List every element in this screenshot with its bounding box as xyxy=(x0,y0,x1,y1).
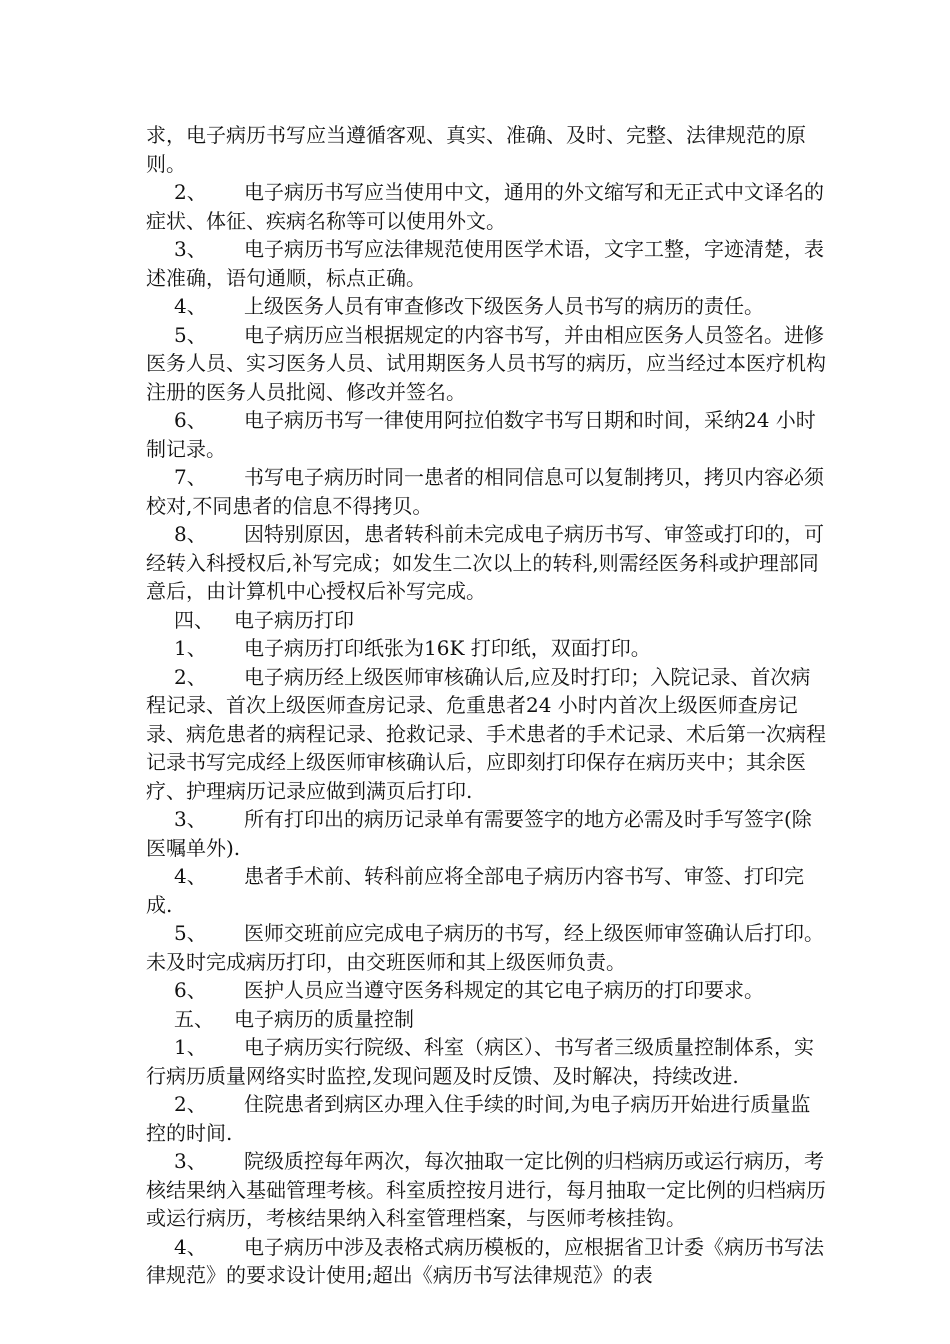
item-number: 4、 xyxy=(174,864,207,888)
section-number: 五、 xyxy=(174,1006,214,1031)
item-text: 因特别原因，患者转科前未完成电子病历书写、审签或打印的，可经转入科授权后,补写完成；如发生二次以上的转科,则需经医务科或护理部同意后，由计算机中心授权后补写完成。 xyxy=(146,522,824,603)
item-number: 2、 xyxy=(174,180,207,204)
item-text: 所有打印出的病历记录单有需要签字的地方必需及时手写签字(除医嘱单外). xyxy=(146,807,812,860)
list-item xyxy=(146,663,826,806)
list-item xyxy=(146,1147,826,1233)
item-text: 院级质控每年两次，每次抽取一定比例的归档病历或运行病历，考核结果纳入基础管理考核。科室质控按月进行，每月抽取一定比例的归档病历或运行病历，考核结果纳入科室管理档案，与医师考核挂钩。 xyxy=(146,1149,826,1230)
list-item xyxy=(146,321,826,407)
item-number: 7、 xyxy=(174,465,207,489)
item-text: 电子病历书写应法律规范使用医学术语，文字工整，字迹清楚，表述准确，语句通顺，标点正确。 xyxy=(146,237,824,290)
item-number: 5、 xyxy=(174,322,207,347)
item-number: 6、 xyxy=(174,978,207,1002)
item-number: 4、 xyxy=(174,294,207,318)
section-number: 四、 xyxy=(174,607,214,632)
item-number: 3、 xyxy=(174,237,207,261)
item-text: 电子病历书写一律使用阿拉伯数字书写日期和时间，采纳24 小时制记录。 xyxy=(146,408,816,461)
item-number: 5、 xyxy=(174,921,207,945)
item-text: 住院患者到病区办理入住手续的时间,为电子病历开始进行质量监控的时间. xyxy=(146,1092,811,1145)
item-number: 3、 xyxy=(174,807,207,831)
list-item xyxy=(146,178,826,235)
item-number: 1、 xyxy=(174,636,207,660)
list-item xyxy=(146,463,826,520)
item-text: 医护人员应当遵守医务科规定的其它电子病历的打印要求。 xyxy=(244,978,764,1002)
list-item xyxy=(146,1033,826,1090)
section-title: 电子病历打印 xyxy=(234,607,354,632)
item-number: 4、 xyxy=(174,1234,207,1259)
item-text: 医师交班前应完成电子病历的书写，经上级医师审签确认后打印。未及时完成病历打印，由交班医师和其上级医师负责。 xyxy=(146,921,824,974)
item-text: 患者手术前、转科前应将全部电子病历内容书写、审签、打印完成. xyxy=(146,864,804,917)
item-text: 电子病历应当根据规定的内容书写，并由相应医务人员签名。进修医务人员、实习医务人员、试用期医务人员书写的病历，应当经过本医疗机构注册的医务人员批阅、修改并签名。 xyxy=(146,322,826,404)
list-item xyxy=(146,520,826,606)
list-item xyxy=(146,919,826,976)
document-body xyxy=(146,121,826,1290)
item-number: 2、 xyxy=(174,664,207,689)
item-text: 书写电子病历时同一患者的相同信息可以复制拷贝，拷贝内容必须校对,不同患者的信息不得拷贝。 xyxy=(146,465,824,518)
item-text: 电子病历实行院级、科室（病区）、书写者三级质量控制体系，实行病历质量网络实时监控,发现问题及时反馈、及时解决，持续改进. xyxy=(146,1035,814,1088)
list-item xyxy=(146,862,826,919)
list-item xyxy=(146,634,826,663)
item-number: 1、 xyxy=(174,1035,207,1059)
item-text: 电子病历书写应当使用中文，通用的外文缩写和无正式中文译名的症状、体征、疾病名称等可以使用外文。 xyxy=(146,180,824,233)
section-heading xyxy=(146,1005,826,1034)
list-item xyxy=(146,976,826,1005)
section-title: 电子病历的质量控制 xyxy=(234,1006,414,1031)
item-number: 3、 xyxy=(174,1149,207,1173)
list-item xyxy=(146,805,826,862)
item-number: 8、 xyxy=(174,522,207,546)
list-item xyxy=(146,1233,826,1290)
item-number: 2、 xyxy=(174,1092,207,1116)
item-text: 电子病历打印纸张为16K 打印纸，双面打印。 xyxy=(244,636,651,660)
paragraph-continuation: 求，电子病历书写应当遵循客观、真实、准确、及时、完整、法律规范的原则。 xyxy=(146,123,806,176)
list-item xyxy=(146,1090,826,1147)
item-text: 上级医务人员有审查修改下级医务人员书写的病历的责任。 xyxy=(244,294,764,318)
item-number: 6、 xyxy=(174,408,207,432)
item-text: 电子病历中涉及表格式病历模板的，应根据省卫计委《病历书写法律规范》的要求设计使用;超出《病历书写法律规范》的表 xyxy=(146,1234,824,1287)
list-item xyxy=(146,406,826,463)
list-item xyxy=(146,235,826,292)
section-heading xyxy=(146,606,826,635)
item-text: 电子病历经上级医师审核确认后,应及时打印；入院记录、首次病程记录、首次上级医师查房记录、危重患者24 小时内首次上级医师查房记录、病危患者的病程记录、抢救记录、手术患者的手术记录、术后第一次病程记录书写完成经上级医师审核确认后，应即刻打印保存在病历夹中；其余医疗、护理病历记录应做到满页后打印. xyxy=(146,664,826,803)
list-item xyxy=(146,292,826,321)
